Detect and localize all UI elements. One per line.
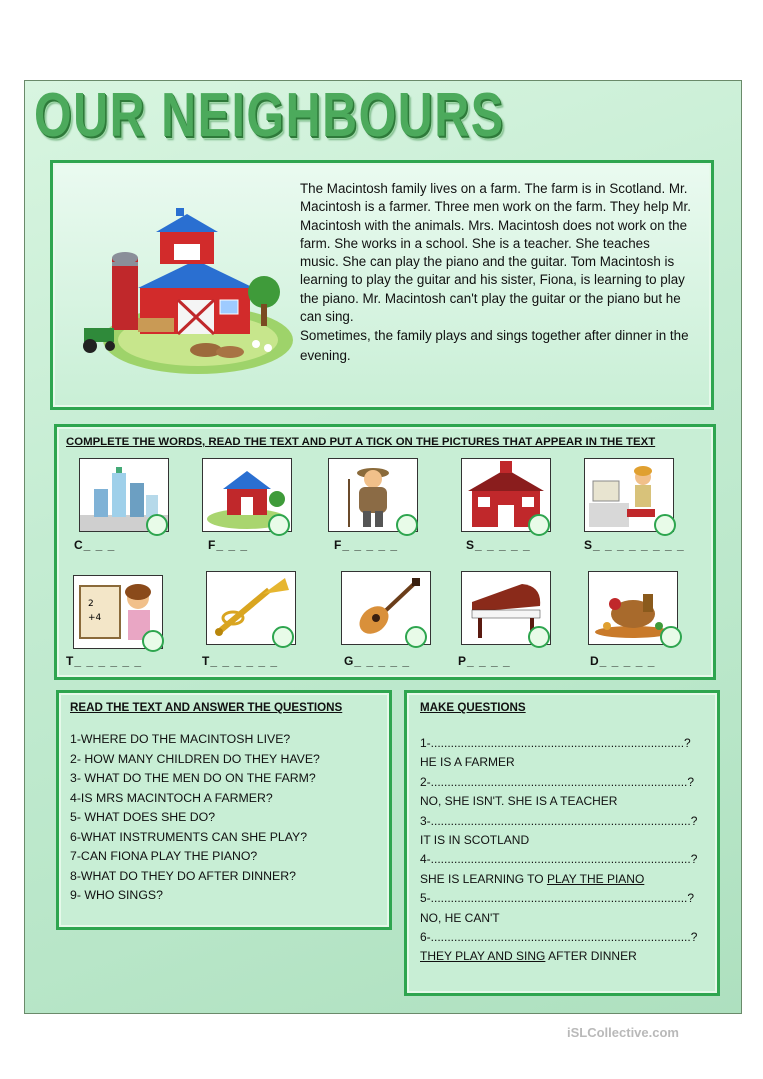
tick-circle[interactable] (268, 514, 290, 536)
question-item: 5- WHAT DOES SHE DO? (70, 810, 216, 824)
answer-text: HE IS A FARMER (420, 755, 515, 770)
word-hint: D_ _ _ _ _ (590, 654, 656, 668)
story-paragraph: The Macintosh family lives on a farm. The farm is in Scotland. Mr. Macintosh is a farmer. Three men work on the farm. They help Mr. Macintosh with the animals. Mrs. Macintosh does not work on the farm. She works in a school. She is a teacher. She teaches music. She can play the piano and the guitar. Tom Macintosh is learning to play the guitar and his sister, Fiona, is learning to play the piano. Mr. Macintosh can't play the guitar or the piano but he can sing. (300, 181, 691, 325)
question-item: 8-WHAT DO THEY DO AFTER DINNER? (70, 868, 296, 883)
make-questions-list (420, 734, 700, 967)
farm-illustration (78, 200, 298, 378)
word-hint: F_ _ _ _ _ (334, 538, 399, 552)
tick-circle[interactable] (142, 630, 164, 652)
word-hint: S_ _ _ _ _ _ _ _ (584, 538, 685, 552)
word-hint: C_ _ _ (74, 538, 116, 552)
answer-text: IT IS IN SCOTLAND (420, 833, 530, 848)
word-hint: G_ _ _ _ _ (344, 654, 411, 668)
tick-circle[interactable] (660, 626, 682, 648)
word-hint: T_ _ _ _ _ _ (202, 654, 279, 668)
tick-circle[interactable] (654, 514, 676, 536)
question-item: 4-IS MRS MACINTOCH A FARMER? (70, 790, 273, 805)
question-item: 7-CAN FIONA PLAY THE PIANO? (70, 849, 258, 863)
answer-prefix: SHE IS LEARNING TO (420, 871, 547, 886)
tick-circle[interactable] (528, 514, 550, 536)
svg-text:2: 2 (88, 599, 94, 609)
answer-text (420, 947, 700, 966)
site-watermark: iSLCollective.com (567, 1025, 679, 1040)
question-blank[interactable]: 2-.............................................................................? (420, 774, 695, 789)
tick-circle[interactable] (272, 626, 294, 648)
question-item: 9- WHO SINGS? (70, 888, 163, 902)
word-hint: F_ _ _ (208, 538, 249, 552)
question-item: 1-WHERE DO THE MACINTOSH LIVE? (70, 732, 291, 746)
answer-underlined: THEY PLAY AND SING (420, 949, 546, 964)
answer-suffix: AFTER DINNER (545, 949, 637, 964)
word-hint: P_ _ _ _ (458, 654, 511, 668)
word-hint: T_ _ _ _ _ _ (66, 654, 143, 668)
page-title: OUR NEIGHBOURS (34, 81, 505, 150)
question-item: 3- WHAT DO THE MEN DO ON THE FARM? (70, 771, 316, 785)
question-blank[interactable]: 5-.............................................................................? (420, 891, 695, 906)
answer-text: NO, HE CAN'T (420, 910, 500, 925)
answer-text: NO, SHE ISN'T. SHE IS A TEACHER (420, 794, 618, 809)
question-item: 2- HOW MANY CHILDREN DO THEY HAVE? (70, 751, 320, 766)
question-blank[interactable]: 1-............................................................................? (420, 736, 691, 750)
question-blank[interactable]: 6-..............................................................................? (420, 930, 698, 945)
make-questions-heading: MAKE QUESTIONS (420, 701, 526, 714)
pictures-heading: COMPLETE THE WORDS, READ THE TEXT AND PUT A TICK ON THE PICTURES THAT APPEAR IN THE TEXT (66, 436, 656, 448)
question-blank[interactable]: 4-..............................................................................? (420, 852, 698, 867)
story-paragraph: Sometimes, the family plays and sings together after dinner in the evening. (300, 328, 689, 364)
answer-text (420, 870, 700, 889)
story-text (300, 180, 692, 366)
tick-circle[interactable] (528, 626, 550, 648)
word-hint: S_ _ _ _ _ (466, 538, 531, 552)
tick-circle[interactable] (405, 626, 427, 648)
answer-underlined: PLAY THE PIANO (546, 871, 645, 886)
question-blank[interactable]: 3-..............................................................................? (420, 813, 698, 828)
question-item: 6-WHAT INSTRUMENTS CAN SHE PLAY? (70, 829, 308, 844)
svg-text:+4: +4 (88, 613, 102, 623)
tick-circle[interactable] (396, 514, 418, 536)
questions-list (70, 730, 320, 906)
tick-circle[interactable] (146, 514, 168, 536)
questions-heading: READ THE TEXT AND ANSWER THE QUESTIONS (70, 701, 343, 714)
